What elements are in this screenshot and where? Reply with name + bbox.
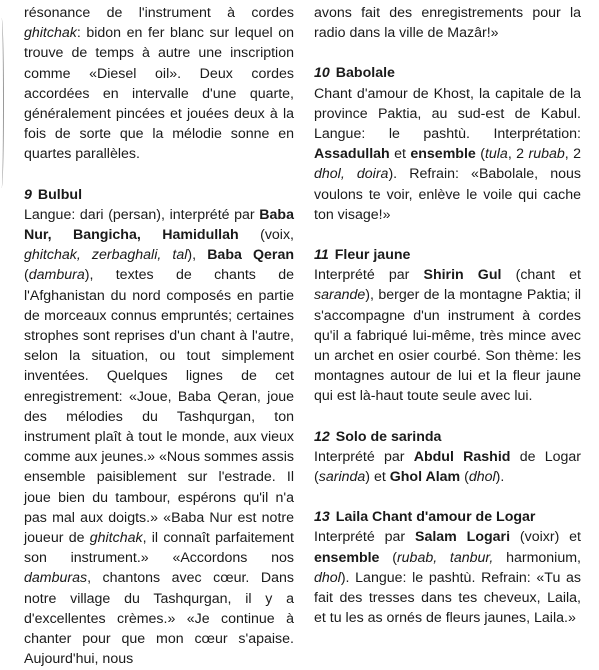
text-run: Interprété par bbox=[314, 529, 415, 546]
performer-name: Abdul Rashid bbox=[413, 448, 511, 465]
track-title: Solo de sarinda bbox=[335, 428, 442, 445]
text-run: (voixr) et bbox=[510, 529, 581, 546]
instrument-term: ghitchak, zerbaghali, tal bbox=[24, 247, 188, 264]
text-run: : bidon en fer blanc sur lequel on trouve de temps à autre une inscription comme «Diesel oil». Deux cordes accordées en intervalle d'une quarte, généralement pincées et jouées deux à la fois de sorte que la mélodie sonne en quartes parallèles. bbox=[24, 25, 294, 163]
text-run: ( bbox=[475, 146, 485, 163]
text-run: Interprété par bbox=[314, 448, 414, 465]
performer-name: Salam Logari bbox=[414, 529, 511, 546]
instrument-term: rubab bbox=[528, 146, 565, 163]
right-column bbox=[314, 3, 581, 628]
track-title: Babolale bbox=[335, 65, 395, 82]
track-13-description bbox=[314, 527, 581, 628]
text-run: et bbox=[389, 146, 411, 163]
text-run: ). bbox=[495, 469, 505, 486]
text-run: ), berger de la montagne Paktia; il s'accompagne d'un instrument à cordes qu'il a fabriqué lui-même, très mince avec un archet en osier courbé. Son thème: les montagnes autour de lui et la fleur jaune qui est là-haut toute seule avec lui. bbox=[314, 287, 581, 405]
track-title: Fleur jaune bbox=[334, 247, 411, 264]
text-run: , chantons avec cœur. Dans notre village du Tashqurgan, il y a d'excellentes crèmes.» «Je continue à chanter pour que mon cœur s'apaise. Aujourd'hui, nous bbox=[24, 570, 294, 668]
text-run: ), textes de chants de l'Afghanistan du nord composés en partie de morceaux connus empruntés; certaines strophes sont reprises d'un chant à l'autre, selon la situation, ou tout simplement inventées. Quelques lignes de cet enregistrement: «Joue, Baba Qeran, joue des mélodies du Tashqurgan, ton instrument plaît à tout le monde, aux vieux comme aux jeunes.» «Nous sommes assis ensemble paisiblement sur l'estrade. Il joue bien du tambour, espérons qu'il n'a pas mal aux doigts.» «Baba Nur est notre joueur de bbox=[24, 267, 294, 547]
page-margin-curve bbox=[0, 18, 4, 188]
track-12-heading bbox=[314, 427, 581, 447]
instrument-term: damburas bbox=[24, 570, 88, 587]
text-run: résonance de l'instrument à cordes bbox=[24, 5, 294, 21]
track-number: 13 bbox=[314, 509, 330, 526]
track-13-heading bbox=[314, 507, 581, 527]
text-run: ( bbox=[24, 267, 29, 284]
track-11-description bbox=[314, 265, 581, 406]
track-9-heading bbox=[24, 185, 294, 205]
text-run: Chant d'amour de Khost, la capitale de la province Paktia, au sud-est de Kabul. Langue: le pashtù. Interprétation: bbox=[314, 85, 581, 143]
text-run: (chant et bbox=[501, 267, 581, 284]
text-run: (voix, bbox=[238, 227, 294, 244]
text-run: ), bbox=[187, 247, 208, 264]
text-run: ). Refrain: «Babolale, nous voulons te voir, enlève le voile qui cache ton visage!» bbox=[314, 166, 581, 223]
text-run: de Logar ( bbox=[314, 448, 581, 486]
instrument-term: ghitchak bbox=[24, 25, 77, 42]
text-run: ( bbox=[460, 469, 469, 486]
track-title: Laila Chant d'amour de Logar bbox=[335, 509, 536, 526]
instrument-term: dhol, doira bbox=[314, 166, 389, 183]
instrument-term: dambura bbox=[28, 267, 85, 284]
instrument-term: dhol bbox=[314, 569, 341, 586]
track-11-heading bbox=[314, 245, 581, 265]
track-9-description bbox=[24, 205, 294, 670]
performer-name: ensemble bbox=[314, 549, 380, 566]
track-10-heading bbox=[314, 63, 581, 83]
performer-name: Baba Qeran bbox=[207, 247, 294, 264]
track-12-description bbox=[314, 447, 581, 487]
text-run: ( bbox=[379, 549, 397, 566]
instrument-term: sarande bbox=[314, 287, 366, 304]
track-title: Bulbul bbox=[37, 186, 83, 203]
text-run: Interprété par bbox=[314, 267, 424, 284]
instrument-term: rubab, tanbur, bbox=[396, 549, 494, 566]
instrument-term: sarinda bbox=[318, 469, 366, 486]
instrument-term: ghitchak bbox=[89, 530, 143, 547]
track-number: 12 bbox=[314, 428, 330, 445]
track-number: 9 bbox=[24, 186, 32, 203]
text-run: ) et bbox=[365, 469, 390, 486]
performer-name: ensemble bbox=[410, 146, 476, 163]
text-run: avons fait des enregistrements pour la radio dans la ville de Mazâr!» bbox=[314, 5, 581, 42]
performer-name: Shirin Gul bbox=[423, 267, 502, 284]
text-run: , 2 bbox=[507, 146, 529, 163]
left-column bbox=[24, 3, 294, 670]
text-run: ). Langue: le pashtù. Refrain: «Tu as fait des tresses dans tes cheveux, Laila, et tu les as ornés de fleurs jaunes, Laila.» bbox=[314, 569, 581, 627]
performer-name: Ghol Alam bbox=[389, 469, 461, 486]
text-run: Langue: dari (persan), interprété par bbox=[24, 206, 260, 223]
text-run: , 2 bbox=[564, 146, 582, 163]
intro-paragraph bbox=[24, 3, 294, 165]
performer-name: Assadullah bbox=[314, 146, 390, 163]
continued-paragraph bbox=[314, 3, 581, 43]
track-10-description bbox=[314, 84, 581, 225]
track-number: 11 bbox=[314, 247, 329, 264]
instrument-term: tula bbox=[484, 146, 508, 163]
track-number: 10 bbox=[314, 65, 330, 82]
text-run: harmonium, bbox=[493, 549, 581, 566]
performer-name: Baba Nur, Bangicha, Hamidullah bbox=[24, 206, 294, 244]
text-run: , il connaît parfaitement son instrument.» «Accordons nos bbox=[24, 530, 294, 567]
instrument-term: dhol bbox=[468, 469, 496, 486]
